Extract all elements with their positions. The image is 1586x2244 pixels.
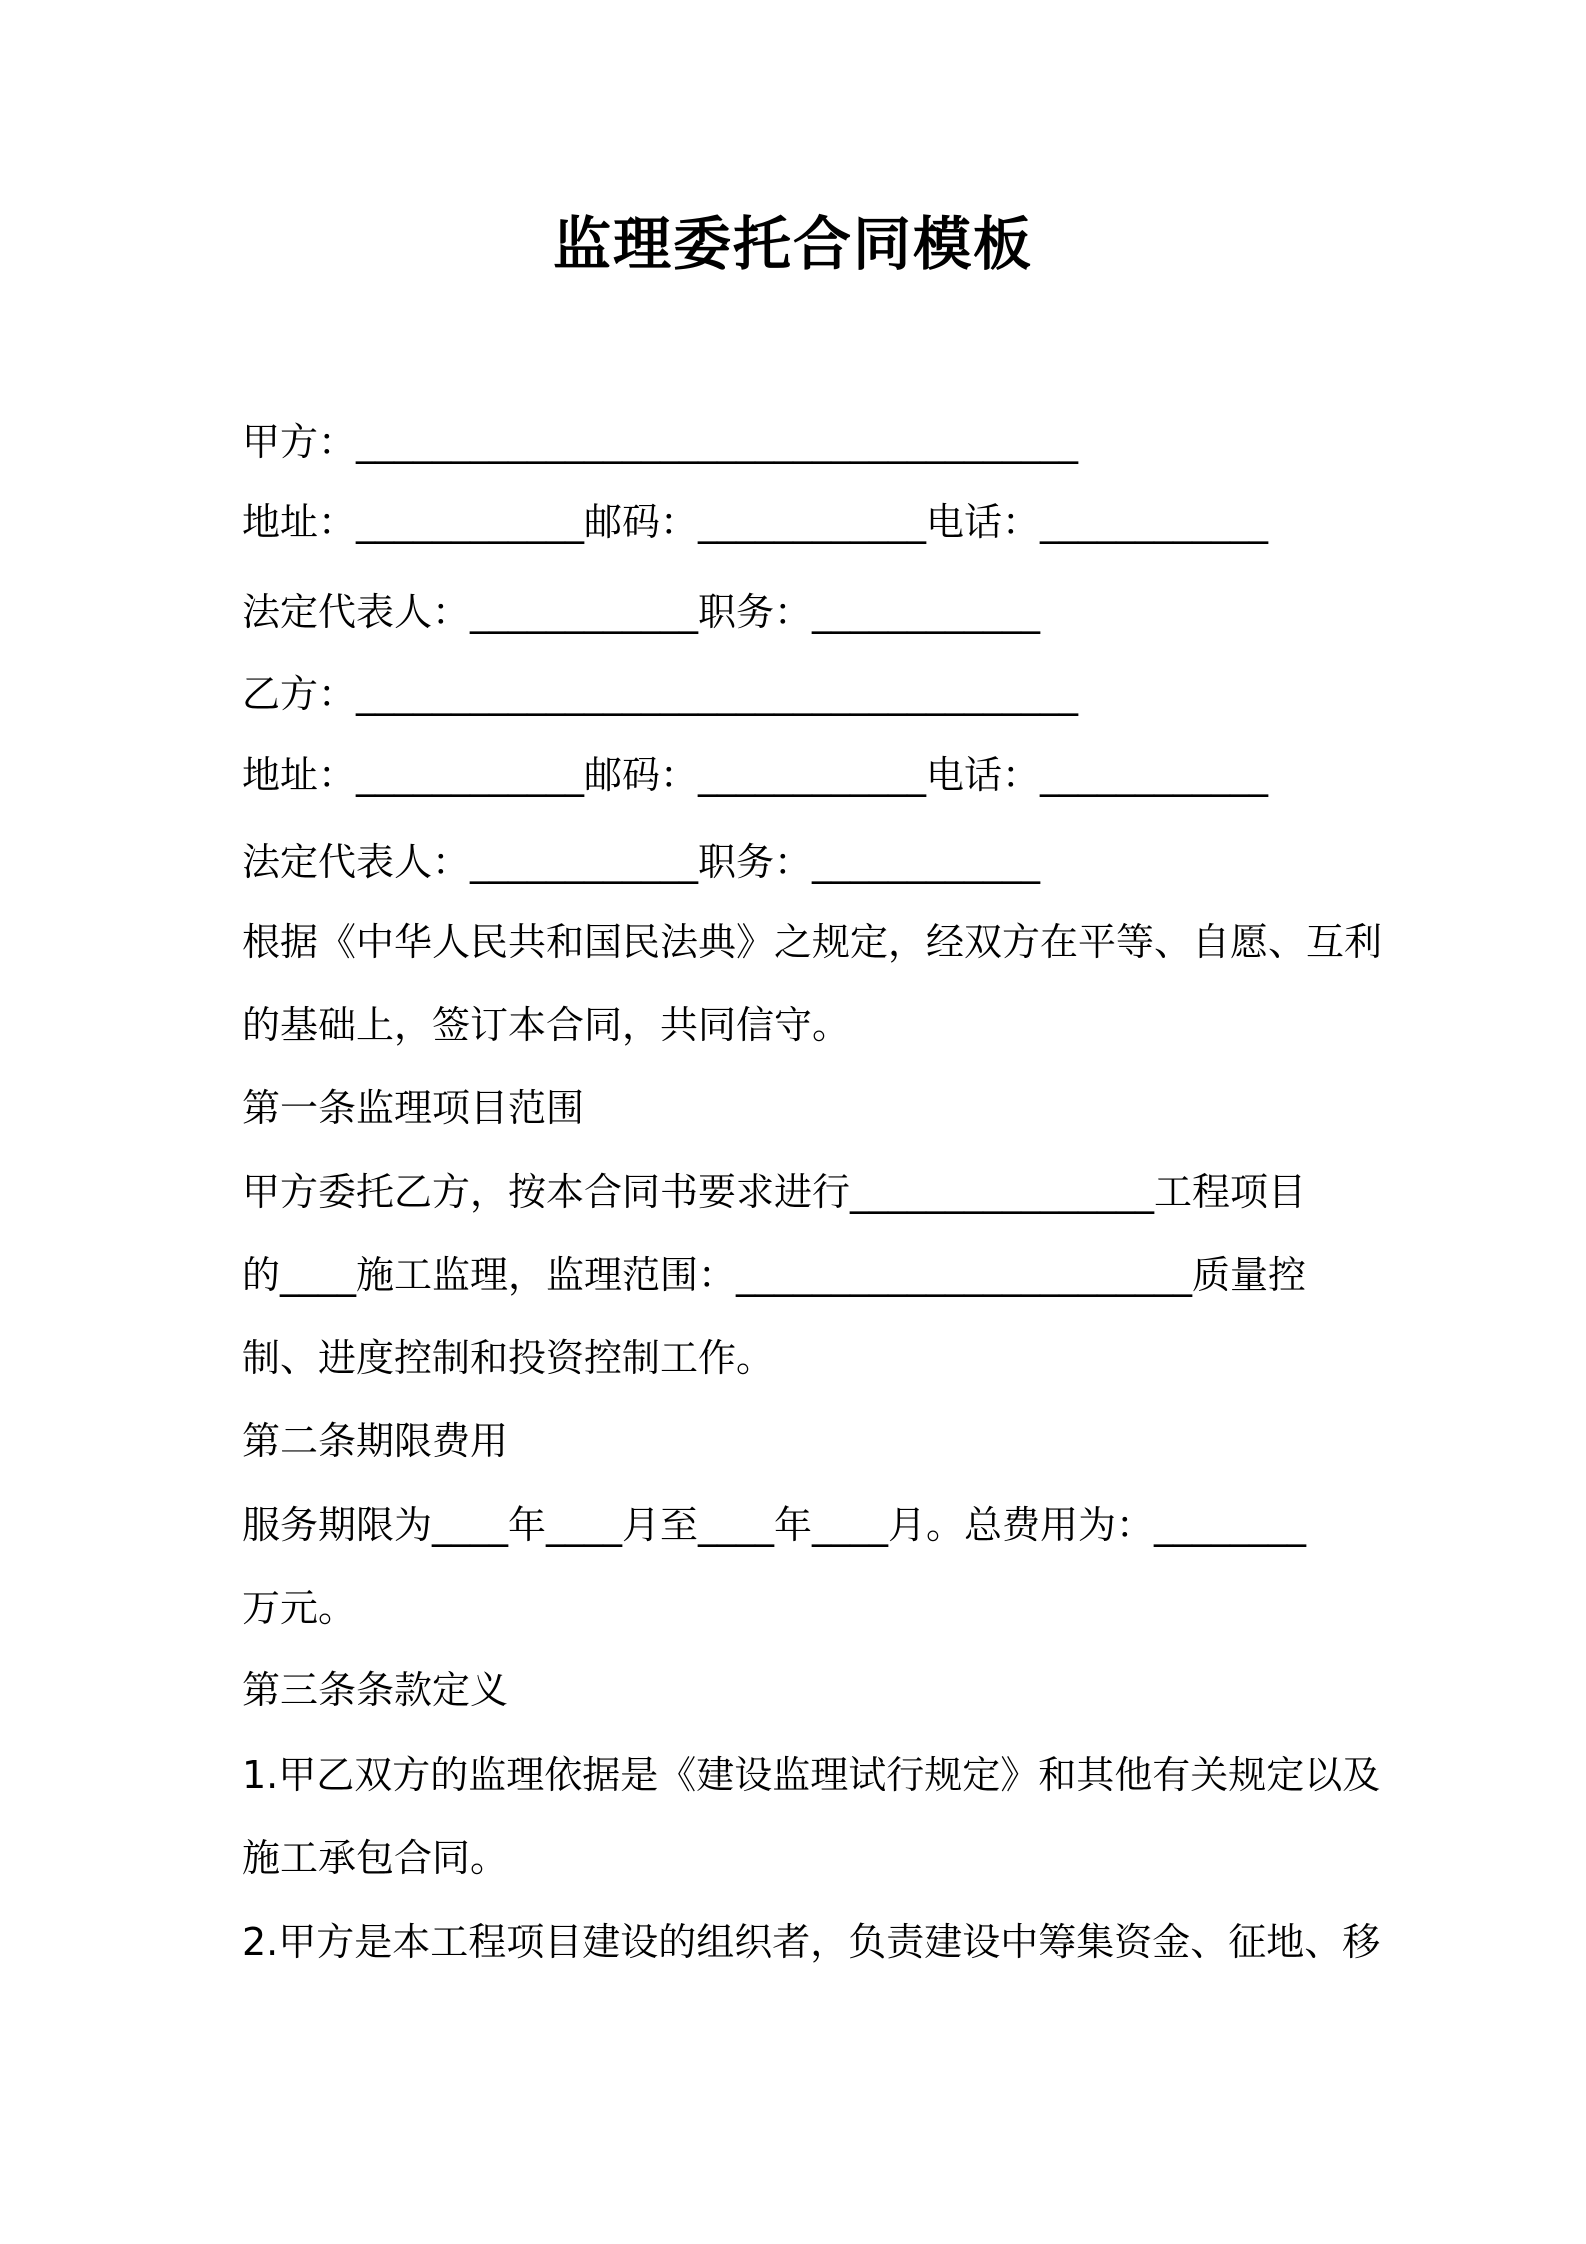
article-1-heading: 第一条监理项目范围 xyxy=(242,1086,585,1130)
article-2-line-2: 万元。 xyxy=(242,1586,357,1630)
article-3-item-2-line-1: 2.甲方是本工程项目建设的组织者，负责建设中筹集资金、征地、移 xyxy=(242,1920,1381,1964)
document-title: 监理委托合同模板 xyxy=(552,210,1033,278)
article-3-item-1-line-1: 1.甲乙双方的监理依据是《建设监理试行规定》和其他有关规定以及 xyxy=(242,1753,1381,1797)
party-a-representative-line: 法定代表人：____________职务：____________ xyxy=(242,590,1041,634)
party-b-address-line: 地址：____________邮码：____________电话：____________ xyxy=(242,753,1269,797)
party-b-representative-line: 法定代表人：____________职务：____________ xyxy=(242,840,1041,884)
article-2-heading: 第二条期限费用 xyxy=(242,1419,509,1463)
article-3-item-1-line-2: 施工承包合同。 xyxy=(242,1836,509,1880)
party-a-address-line: 地址：____________邮码：____________电话：____________ xyxy=(242,500,1269,544)
article-1-line-2: 的____施工监理，监理范围：________________________质量控 xyxy=(242,1253,1307,1297)
article-1-line-3: 制、进度控制和投资控制工作。 xyxy=(242,1336,775,1380)
preamble-line-2: 的基础上，签订本合同，共同信守。 xyxy=(242,1003,851,1047)
preamble-line-1: 根据《中华人民共和国民法典》之规定，经双方在平等、自愿、互利 xyxy=(242,920,1383,964)
party-a-line: 甲方：______________________________________ xyxy=(242,420,1079,464)
party-b-line: 乙方：______________________________________ xyxy=(242,672,1079,716)
article-1-line-1: 甲方委托乙方，按本合同书要求进行________________工程项目 xyxy=(242,1170,1307,1214)
article-2-line-1: 服务期限为____年____月至____年____月。总费用为：________ xyxy=(242,1503,1307,1547)
article-3-heading: 第三条条款定义 xyxy=(242,1668,509,1712)
